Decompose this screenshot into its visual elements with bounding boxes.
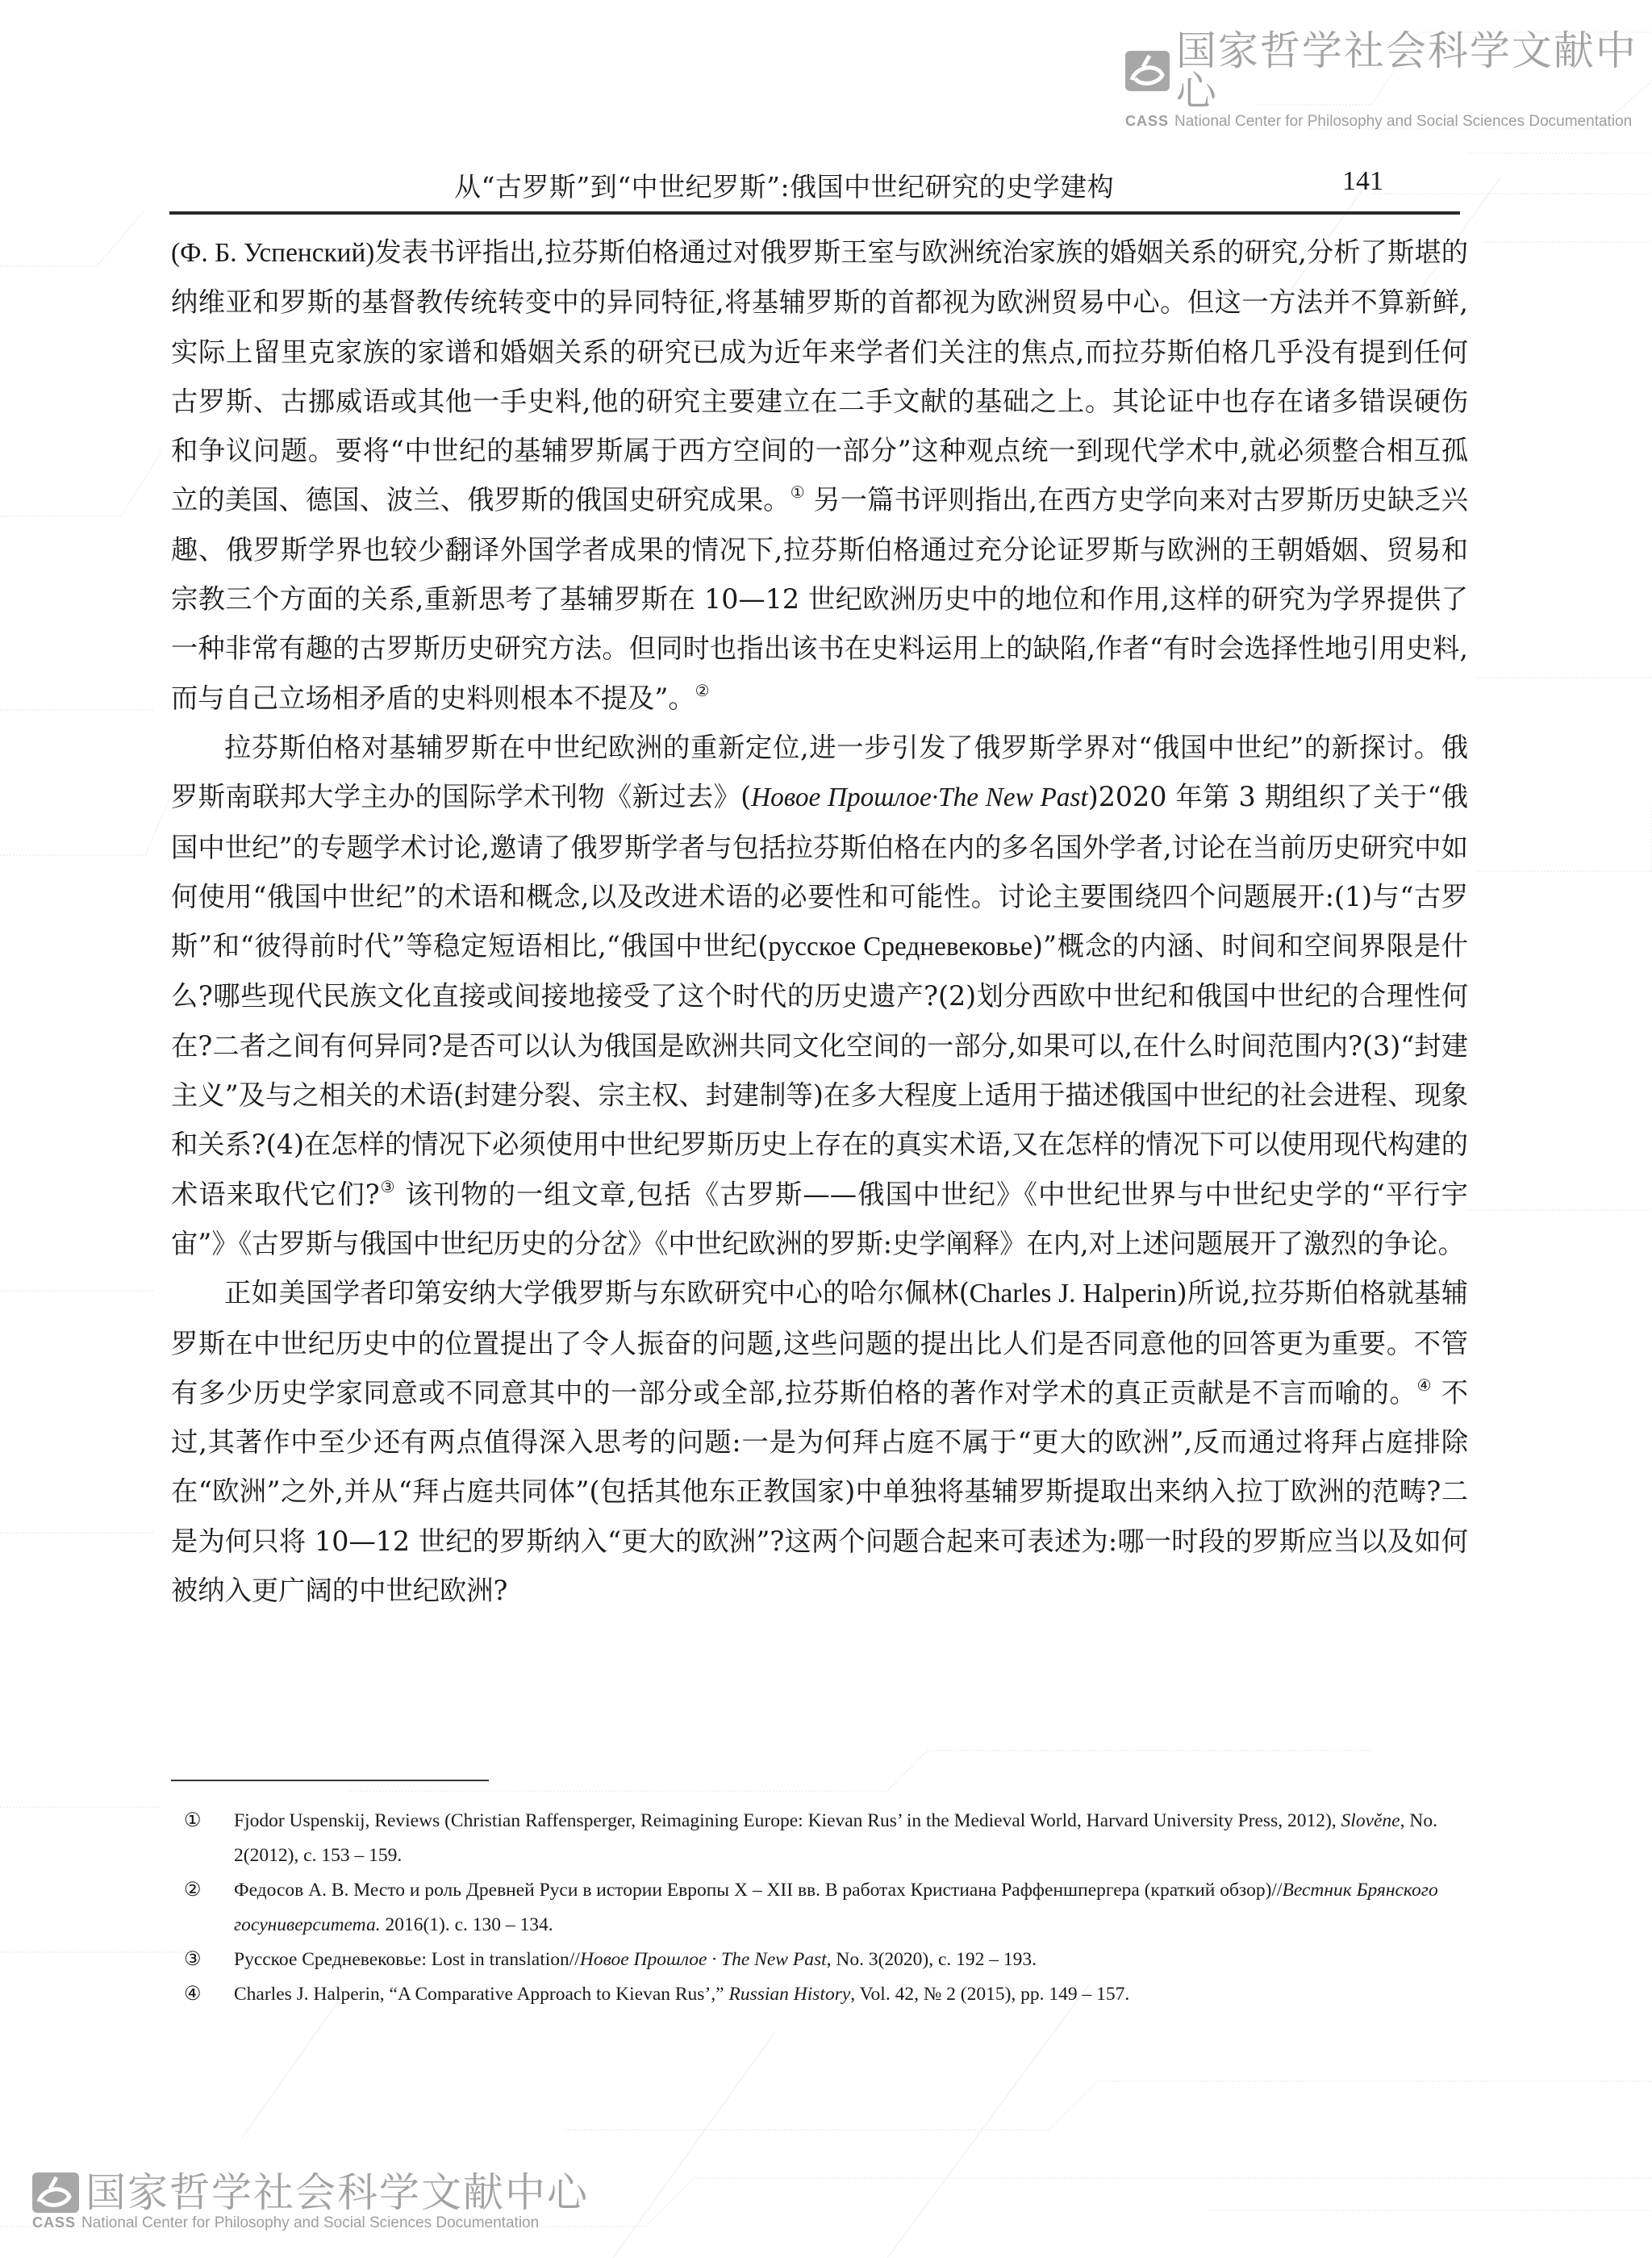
watermark-logo-top (1125, 27, 1652, 131)
paragraph-text: 另一篇书评则指出,在西方史学向来对古罗斯历史缺乏兴趣、俄罗斯学界也较少翻译外国学者成果的情况下,拉芬斯伯格通过充分论证罗斯与欧洲的王朝婚姻、贸易和宗教三个方面的关系,重新思考了基辅罗斯在 10—12 世纪欧洲历史中的地位和作用,这样的研究为学界提供了一种非常有趣的古罗斯历史研究方法。但同时也指出该书在史料运用上的缺陷,作者“有时会选择性地引用史料,而与自己立场相矛盾的史料则根本不提及”。 (171, 484, 1469, 714)
footnote-text: , No. 2(2012), c. 153 – 159. (234, 1810, 1437, 1866)
watermark-abbr: CASS (32, 2214, 77, 2231)
watermark-en-text: National Center for Philosophy and Social Sciences Documentation (81, 2214, 540, 2231)
watermark-cn-text: 国家哲学社会科学文献中心 (1175, 27, 1637, 115)
paragraph-text: 该刊物的一组文章,包括《古罗斯——俄国中世纪》《中世纪世界与中世纪史学的“平行宇宙”》《古罗斯与俄国中世纪历史的分岔》《中世纪欧洲的罗斯:史学阐释》在内,对上述问题展开了激烈的争论。 (171, 1178, 1468, 1259)
footnote-text: Федосов А. В. Место и роль Древней Руси в истории Европы X – XII вв. В работах Кристиана Раффеншпергера (краткий обзор)// (234, 1880, 1283, 1901)
footnote-text: , No. 3(2020), c. 192 – 193. (826, 1949, 1037, 1970)
paragraph-1 (171, 227, 1468, 723)
paragraph-text: 拉芬斯伯格对基辅罗斯在中世纪欧洲的重新定位,进一步引发了俄罗斯学界对“俄国中世纪”的新探讨。俄罗斯南联邦大学主办的国际学术刊物《新过去》( (171, 731, 1468, 813)
watermark-en-text: National Center for Philosophy and Social Sciences Documentation (1174, 113, 1633, 130)
journal-title: Новое Прошлое·The New Past (751, 783, 1088, 813)
paragraph-2 (171, 723, 1468, 1268)
footnote-1 (184, 1804, 1468, 1873)
footnote-3 (184, 1943, 1468, 1977)
footnote-text: Fjodor Uspenskij, Reviews (Christian Raffensperger, Reimagining Europe: Kievan Rus’ in the Medieval World, Harvard University Press, 2012), (234, 1810, 1341, 1831)
author-name-russian: (Ф. Б. Успенский) (171, 238, 375, 268)
author-name-english: Charles J. Halperin (969, 1279, 1177, 1309)
footnote-number: ① (184, 1810, 202, 1831)
footnote-ref-4[interactable]: ④ (1416, 1375, 1433, 1395)
footnote-2 (184, 1873, 1468, 1943)
footnote-number: ② (184, 1880, 202, 1901)
page-number: 141 (1342, 166, 1383, 196)
footnote-text: Русское Средневековье: Lost in translation// (234, 1949, 580, 1970)
paragraph-text: 不过,其著作中至少还有两点值得深入思考的问题:一是为何拜占庭不属于“更大的欧洲”,反而通过将拜占庭排除在“欧洲”之外,并从“拜占庭共同体”(包括其他东正教国家)中单独将基辅罗斯提取出来纳入拉丁欧洲的范畴?二是为何只将 10—12 世纪的罗斯纳入“更大的欧洲”?这两个问题合起来可表述为:哪一时段的罗斯应当以及如何被纳入更广阔的中世纪欧洲? (171, 1376, 1468, 1607)
article-body (171, 227, 1468, 1615)
watermark-logo-bottom (32, 2169, 589, 2232)
running-header (173, 161, 1464, 202)
cass-logo-icon (1125, 51, 1170, 91)
footnote-text: , Vol. 42, № 2 (2015), pp. 149 – 157. (850, 1984, 1130, 2005)
footnotes (184, 1804, 1468, 2012)
header-rule (169, 211, 1460, 215)
watermark-abbr: CASS (1125, 113, 1170, 129)
watermark-cn-text: 国家哲学社会科学文献中心 (86, 2169, 589, 2216)
footnote-italic: Новое Прошлое · The New Past (579, 1949, 827, 1970)
footnote-italic: Slověne (1341, 1810, 1400, 1831)
footnote-italic: Russian History (728, 1984, 851, 2005)
paragraph-text: 发表书评指出,拉芬斯伯格通过对俄罗斯王室与欧洲统治家族的婚姻关系的研究,分析了斯堪的纳维亚和罗斯的基督教传统转变中的异同特征,将基辅罗斯的首都视为欧洲贸易中心。但这一方法并不算新鲜,实际上留里克家族的家谱和婚姻关系的研究已成为近年来学者们关注的焦点,而拉芬斯伯格几乎没有提到任何古罗斯、古挪威语或其他一手史料,他的研究主要建立在二手文献的基础之上。其论证中也存在诸多错误硬伤和争议问题。要将“中世纪的基辅罗斯属于西方空间的一部分”这种观点统一到现代学术中,就必须整合相互孤立的美国、德国、波兰、俄罗斯的俄国史研究成果。 (171, 236, 1468, 516)
footnote-ref-3[interactable]: ③ (379, 1176, 396, 1196)
cass-logo-icon (32, 2172, 79, 2213)
footnote-text: 2016(1). c. 130 – 134. (380, 1914, 553, 1935)
footnote-number: ③ (184, 1949, 202, 1970)
paragraph-text: )所说,拉芬斯伯格就基辅罗斯在中世纪历史中的位置提出了令人振奋的问题,这些问题的提出比人们是否同意他的回答更为重要。不管有多少历史学家同意或不同意其中的一部分或全部,拉芬斯伯格的著作对学术的真正贡献是不言而喻的。 (171, 1277, 1468, 1409)
paragraph-3 (171, 1268, 1468, 1615)
footnote-number: ④ (184, 1984, 202, 2005)
footnote-ref-1[interactable]: ① (790, 482, 805, 503)
footnote-italic: Вестник Брянского госуниверситета. (234, 1880, 1438, 1935)
paragraph-text: )”概念的内涵、时间和空间界限是什么?哪些现代民族文化直接或间接地接受了这个时代的历史遗产?(2)划分西欧中世纪和俄国中世纪的合理性何在?二者之间有何异同?是否可以认为俄国是欧洲共同文化空间的一部分,如果可以,在什么时间范围内?(3)“封建主义”及与之相关的术语(封建分裂、宗主权、封建制等)在多大程度上适用于描述俄国中世纪的社会进程、现象和关系?(4)在怎样的情况下必须使用中世纪罗斯历史上存在的真实术语,又在怎样的情况下可以使用现代构建的术语来取代它们? (171, 930, 1468, 1210)
paragraph-text: )2020 年第 3 期组织了关于“俄国中世纪”的专题学术讨论,邀请了俄罗斯学者与包括拉芬斯伯格在内的多名国外学者,讨论在当前历史研究中如何使用“俄国中世纪”的术语和概念,以及改进术语的必要性和可能性。讨论主要围绕四个问题展开:(1)与“古罗斯”和“彼得前时代”等稳定短语相比,“俄国中世纪( (171, 781, 1468, 962)
russian-term: русское Средневековье (768, 932, 1033, 962)
footnote-rule (171, 1780, 489, 1781)
running-title: 从“古罗斯”到“中世纪罗斯”:俄国中世纪研究的史学建构 (454, 171, 1115, 202)
footnote-4 (184, 1977, 1468, 2012)
footnote-ref-2[interactable]: ② (695, 680, 710, 700)
paragraph-text: 正如美国学者印第安纳大学俄罗斯与东欧研究中心的哈尔佩林( (224, 1277, 970, 1309)
footnote-text: Charles J. Halperin, “A Comparative Approach to Kievan Rus’,” (234, 1984, 729, 2005)
